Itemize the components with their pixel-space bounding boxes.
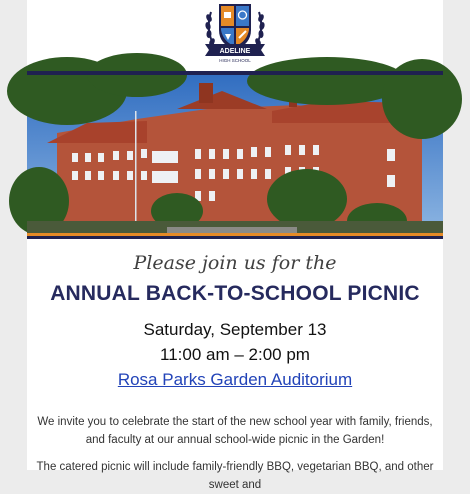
school-subtitle-text: HIGH SCHOOL <box>219 58 251 63</box>
invite-line: Please join us for the <box>133 252 337 274</box>
event-time: 11:00 am – 2:00 pm <box>160 345 310 364</box>
banner-bottom-rule <box>27 236 443 239</box>
banner-top-rule <box>27 71 443 75</box>
event-venue <box>27 370 443 390</box>
school-crest-icon <box>201 0 269 64</box>
event-headline: ANNUAL BACK-TO-SCHOOL PICNIC <box>50 282 420 305</box>
school-name-text: ADELINE <box>219 48 251 55</box>
school-building-image <box>27 71 443 239</box>
school-logo[interactable] <box>201 0 269 64</box>
event-date: Saturday, September 13 <box>143 320 327 339</box>
body-paragraph-2: The catered picnic will include family-friendly BBQ, vegetarian BBQ, and other sweet and <box>36 461 434 491</box>
venue-link[interactable]: Rosa Parks Garden Auditorium <box>117 370 353 389</box>
email-card <box>27 0 443 491</box>
body-paragraph-1: We invite you to celebrate the start of the new school year with family, friends, and faculty at our annual school-wide picnic in the Garden! <box>37 416 433 446</box>
